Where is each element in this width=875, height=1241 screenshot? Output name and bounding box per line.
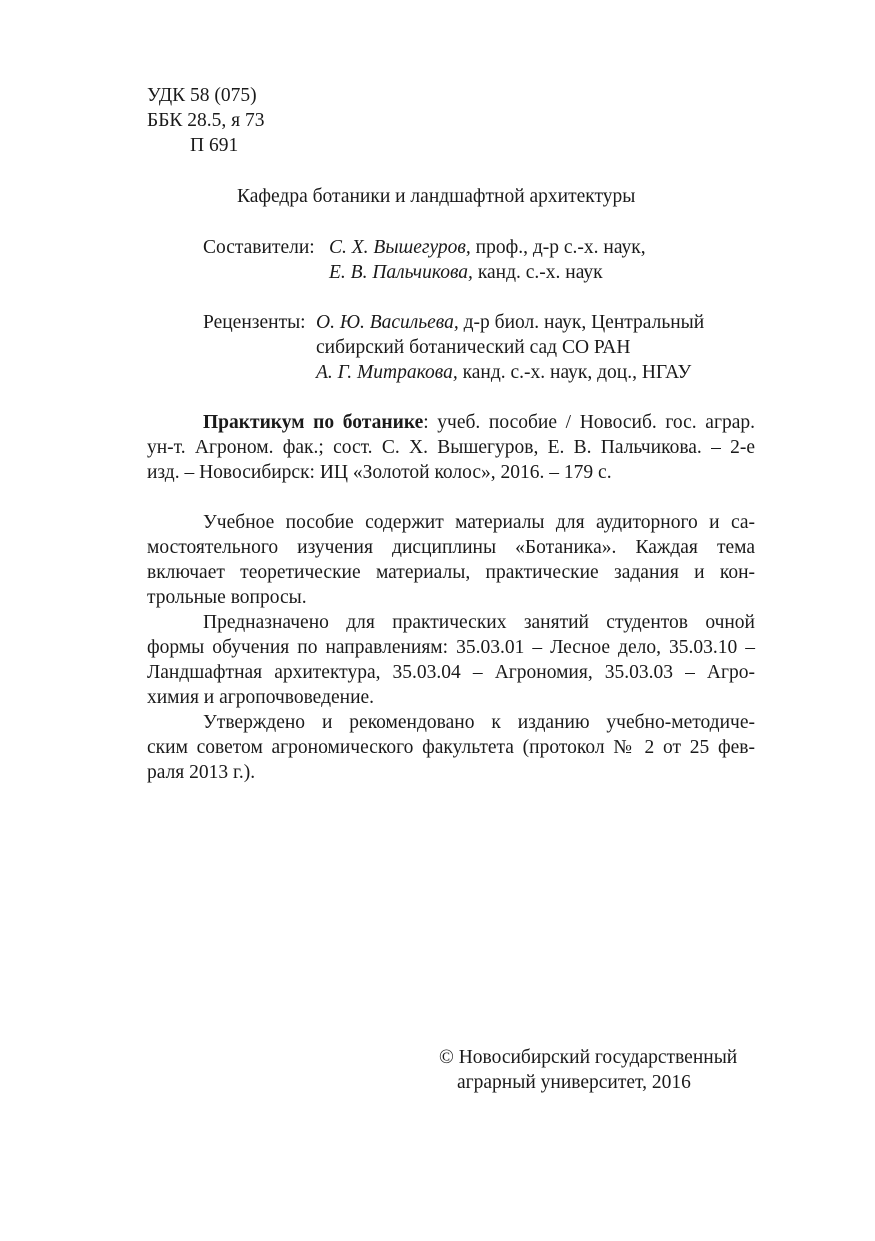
abstract-p2-line-2: формы обучения по направлениям: 35.03.01 – Лесное дело, 35.03.10 – — [147, 637, 755, 658]
compiler-2 — [329, 261, 603, 285]
compiler-1 — [329, 236, 646, 260]
reviewer-2 — [316, 361, 691, 385]
bibliography-line-3: изд. – Новосибирск: ИЦ «Золотой колос», 2016. – 179 с. — [147, 462, 612, 483]
department-title: Кафедра ботаники и ландшафтной архитектуры — [237, 186, 636, 207]
copyright-line-2: аграрный университет, 2016 — [457, 1072, 691, 1093]
reviewer-1-name: О. Ю. Васильева, — [316, 312, 459, 333]
compiler-2-title: канд. с.-х. наук — [477, 262, 603, 283]
reviewer-2-name: А. Г. Митракова, — [316, 362, 458, 383]
compiler-1-name: С. Х. Вышегуров, — [329, 237, 471, 258]
reviewers-label: Рецензенты: — [203, 312, 306, 333]
reviewer-1-title: д-р биол. наук, Центральный — [463, 312, 705, 333]
compiler-2-name: Е. В. Пальчикова, — [329, 262, 473, 283]
book-title: Практикум по ботанике — [203, 412, 424, 433]
copyright-line-1: © Новосибирский государственный — [439, 1047, 738, 1068]
author-mark: П 691 — [190, 135, 239, 156]
abstract-p1-line-2: мостоятельного изучения дисциплины «Ботаника». Каждая тема — [147, 537, 755, 558]
abstract-p3-line-1: Утверждено и рекомендовано к изданию учебно-методиче- — [203, 712, 755, 733]
abstract-p3-line-2: ским советом агрономического факультета (протокол № 2 от 25 фев- — [147, 737, 755, 758]
abstract-p2-line-1: Предназначено для практических занятий студентов очной — [203, 612, 755, 633]
reviewer-2-title: канд. с.-х. наук, доц., НГАУ — [462, 362, 692, 383]
abstract-p2-line-4: химия и агропочвоведение. — [147, 687, 375, 708]
bibliography-line-2: ун-т. Агроном. фак.; сост. С. Х. Вышегуров, Е. В. Пальчикова. – 2-е — [147, 437, 755, 458]
bibliography-line-1 — [203, 411, 755, 435]
abstract-p1-line-3: включает теоретические материалы, практические задания и кон- — [147, 562, 755, 583]
compiler-1-title: проф., д-р с.-х. наук, — [475, 237, 646, 258]
udk-code: УДК 58 (075) — [147, 85, 257, 106]
compilers-label: Составители: — [203, 237, 315, 258]
abstract-p3-line-3: раля 2013 г.). — [147, 762, 256, 783]
reviewer-1-affiliation: сибирский ботанический сад СО РАН — [316, 337, 631, 358]
bibliography-line-1-rest: : учеб. пособие / Новосиб. гос. аграр. — [423, 412, 755, 433]
abstract-p1-line-4: трольные вопросы. — [147, 587, 307, 608]
reviewer-1 — [316, 311, 704, 335]
abstract-p1-line-1: Учебное пособие содержит материалы для аудиторного и са- — [203, 512, 755, 533]
abstract-p2-line-3: Ландшафтная архитектура, 35.03.04 – Агрономия, 35.03.03 – Агро- — [147, 662, 755, 683]
bbk-code: ББК 28.5, я 73 — [147, 110, 265, 131]
